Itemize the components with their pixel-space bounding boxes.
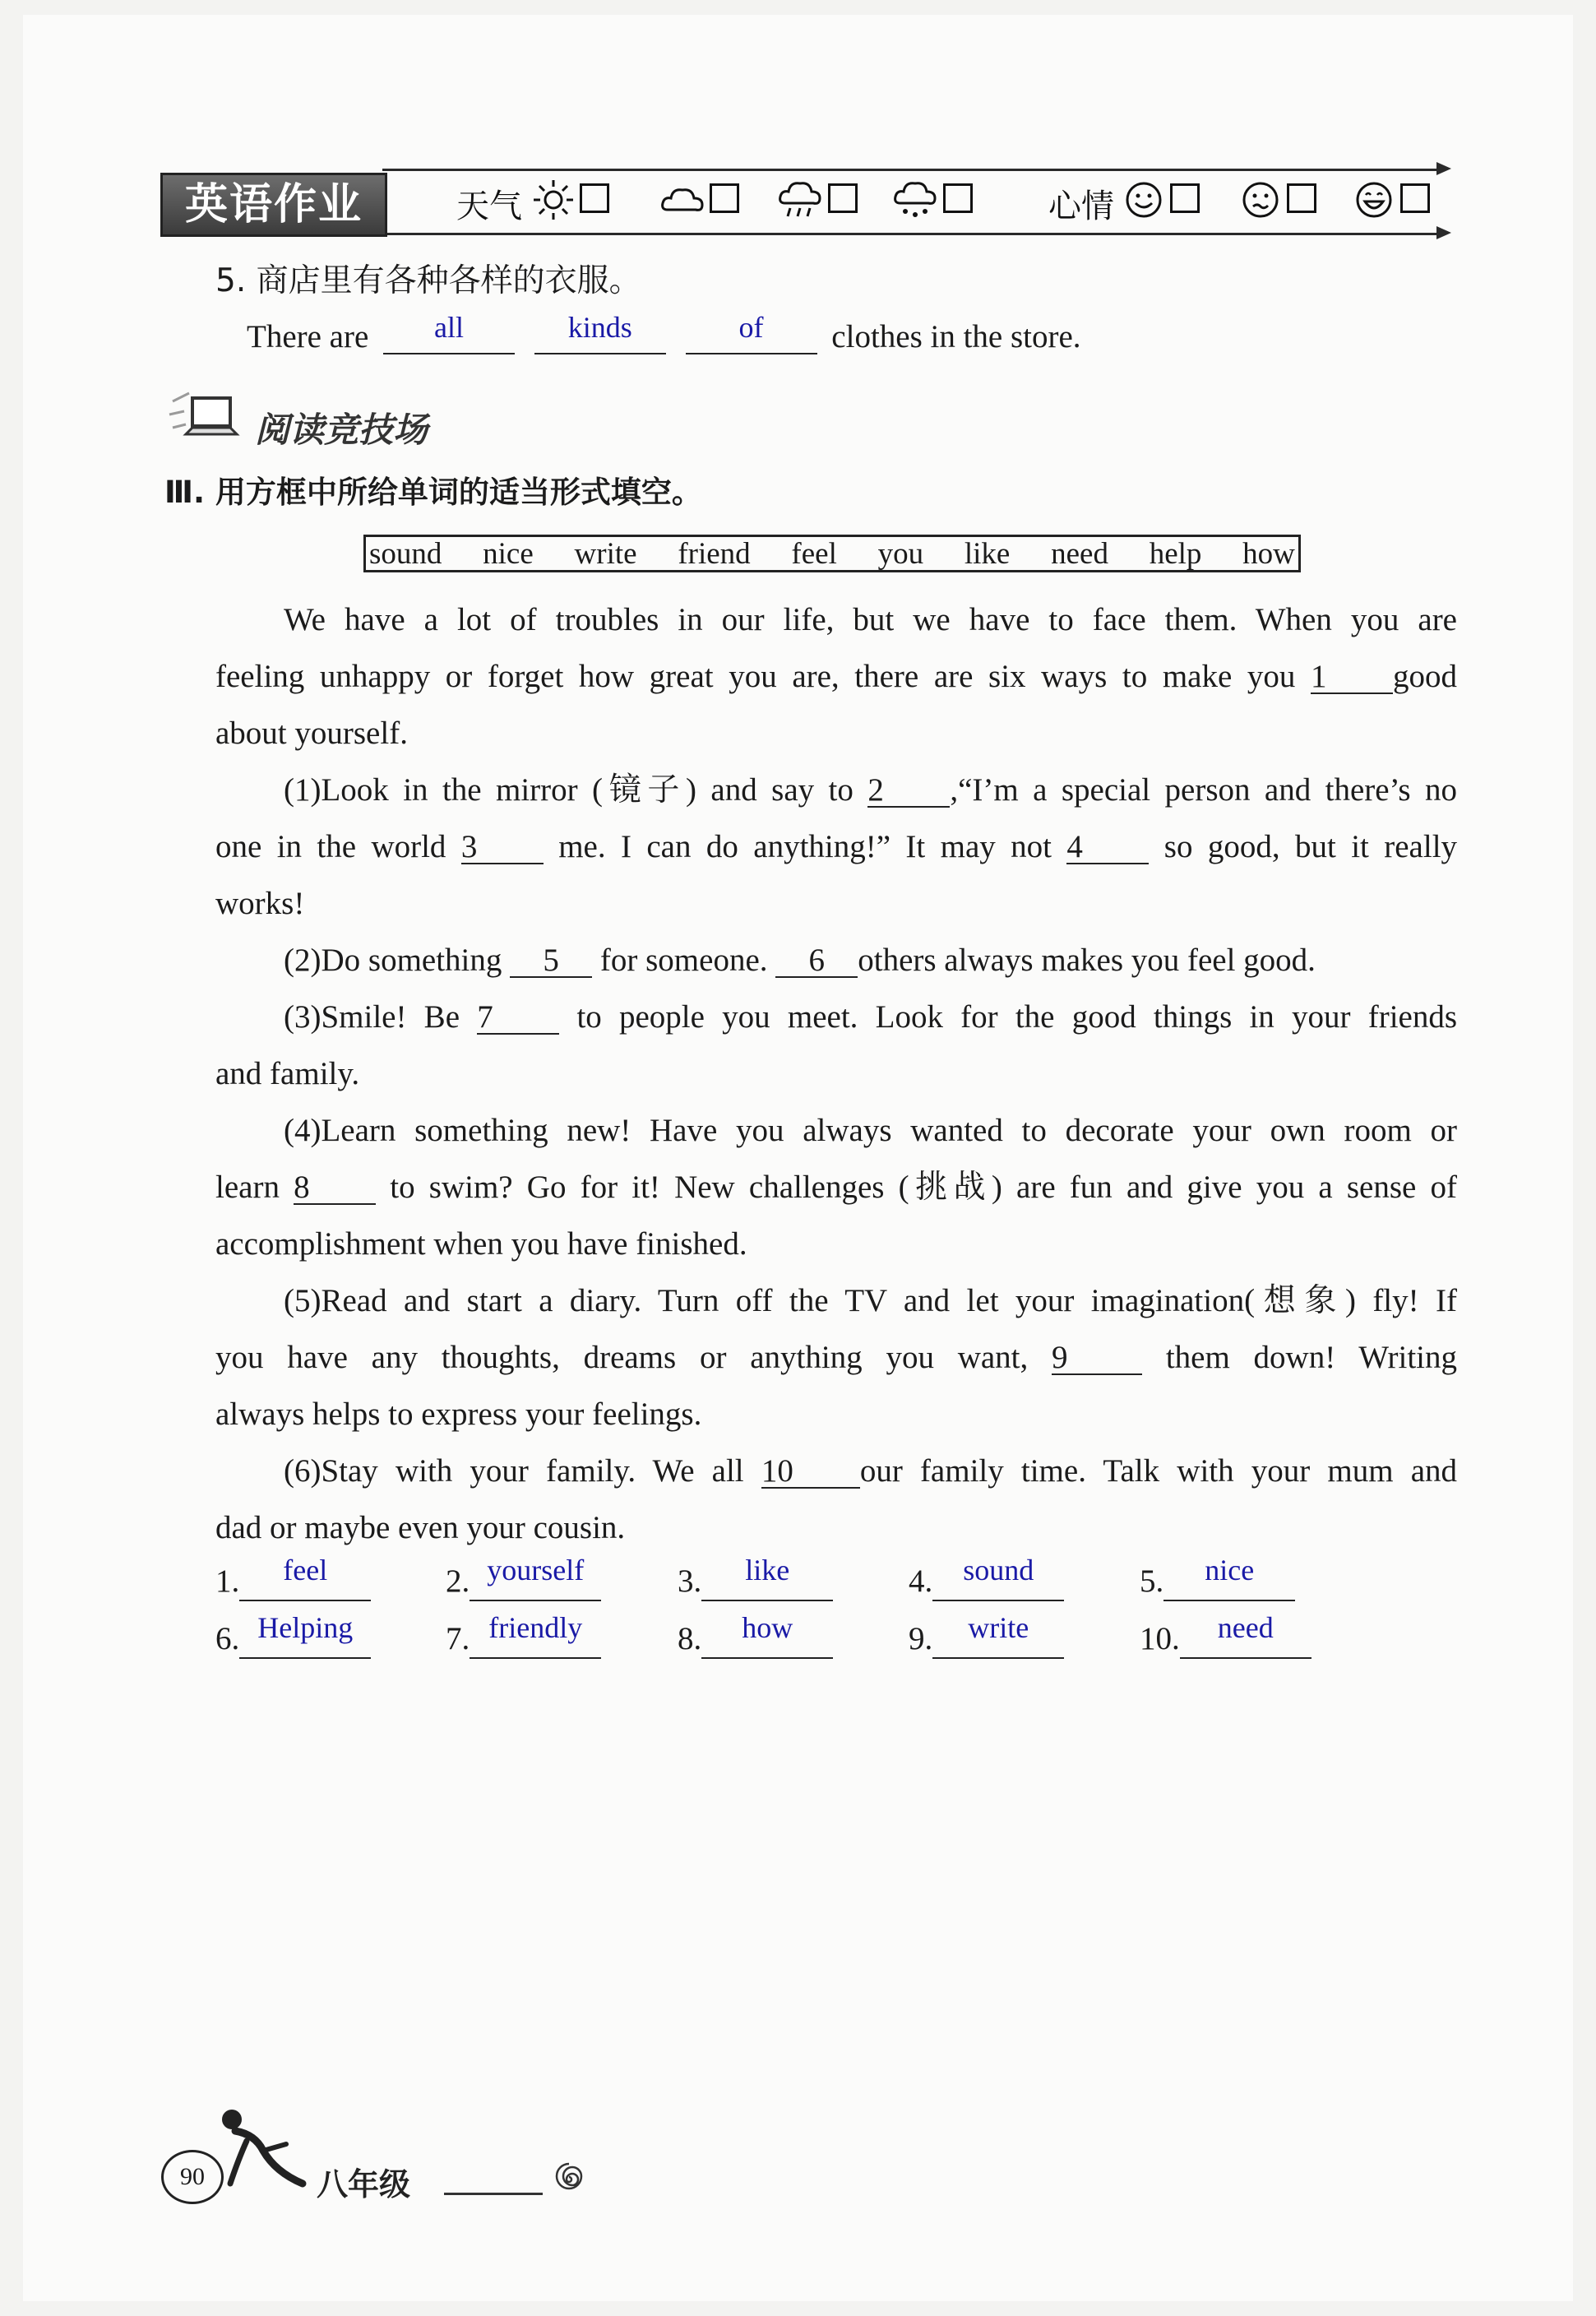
passage-text: (2)Do something	[284, 943, 502, 978]
part3-instruction: Ⅲ. 用方框中所给单词的适当形式填空。	[164, 475, 702, 510]
word-bank-item: help	[1149, 536, 1202, 571]
q5-after: clothes in the store.	[831, 319, 1081, 354]
section-title: 阅读竞技场	[255, 410, 428, 450]
answer-number: 4.	[909, 1563, 933, 1599]
word-bank-item: sound	[369, 536, 442, 571]
weather-snow-checkbox[interactable]	[943, 183, 973, 213]
passage-text: so good, but it really	[1163, 829, 1458, 864]
header-top-rule	[382, 169, 1439, 171]
passage-line	[215, 1171, 1457, 1205]
passage-text: to swim? Go for it! New challenges (挑战) are fun and give you a sense of	[390, 1170, 1458, 1205]
word-bank	[363, 535, 1301, 572]
passage-line	[284, 1455, 1457, 1489]
blank-10[interactable]: 10	[761, 1455, 860, 1489]
answer-value: Helping	[257, 1611, 354, 1644]
page-header	[160, 160, 1451, 243]
header-arrow	[1436, 162, 1451, 175]
blank-5[interactable]: 5	[510, 944, 592, 978]
passage-line: works!	[215, 886, 305, 921]
weather-cloud-checkbox[interactable]	[710, 183, 739, 213]
passage-line: and family.	[215, 1056, 360, 1091]
q5-sentence	[247, 311, 1081, 354]
answer-item[interactable]	[446, 1611, 601, 1659]
passage-line	[284, 944, 1316, 978]
answer-value: need	[1217, 1611, 1274, 1644]
answer-number: 1.	[215, 1563, 240, 1599]
passage-text: our family time. Talk with your mum and	[859, 1453, 1458, 1489]
answer-item[interactable]	[678, 1554, 833, 1601]
passage-line: always helps to express your feelings.	[215, 1397, 702, 1432]
passage-line: We have a lot of troubles in our life, but we have to face them. When you are	[284, 602, 1457, 637]
answer-number: 2.	[446, 1563, 470, 1599]
q5-blank[interactable]	[383, 311, 515, 354]
snow-cloud-icon	[891, 177, 940, 223]
passage-line: dad or maybe even your cousin.	[215, 1510, 626, 1545]
passage-text: feeling unhappy or forget how great you are, there are six ways to make you	[215, 659, 1296, 694]
passage-line	[284, 1001, 1457, 1035]
word-bank-item: how	[1242, 536, 1295, 571]
passage-line	[215, 831, 1457, 864]
spiral-icon	[549, 2160, 589, 2199]
smile-face-icon	[1121, 177, 1170, 223]
word-bank-item: need	[1051, 536, 1108, 571]
passage-line: about yourself.	[215, 716, 408, 751]
passage-text: (3)Smile! Be	[284, 999, 460, 1035]
passage-text: them down! Writing	[1165, 1340, 1458, 1375]
answer-value: yourself	[487, 1554, 585, 1586]
q5-before: There are	[247, 319, 369, 354]
q5-blank[interactable]	[686, 311, 817, 354]
mood-label: 心情	[1048, 188, 1114, 225]
neutral-face-icon	[1237, 177, 1287, 223]
q5-prompt: 5. 商店里有各种各样的衣服。	[215, 262, 641, 299]
answer-value: write	[968, 1611, 1029, 1644]
answer-value: feel	[283, 1554, 328, 1586]
blank-1[interactable]: 1	[1311, 660, 1393, 694]
q5-answer: kinds	[567, 311, 632, 344]
answer-item[interactable]	[1140, 1611, 1311, 1659]
passage-line	[215, 1341, 1457, 1375]
blank-3[interactable]: 3	[461, 831, 544, 864]
footer-rule	[444, 2193, 543, 2195]
answer-item[interactable]	[909, 1611, 1064, 1659]
answer-number: 7.	[446, 1621, 470, 1656]
mood-neutral-checkbox[interactable]	[1287, 183, 1316, 213]
answer-value: nice	[1205, 1554, 1255, 1586]
passage-line: (4)Learn something new! Have you always wanted to decorate your own room or	[284, 1113, 1457, 1148]
answer-item[interactable]	[678, 1611, 833, 1659]
blank-9[interactable]: 9	[1052, 1341, 1142, 1375]
laugh-face-icon	[1351, 177, 1400, 223]
passage-text: you have any thoughts, dreams or anything you want,	[215, 1340, 1029, 1375]
answer-value: sound	[963, 1554, 1034, 1586]
q5-answer: all	[434, 311, 465, 344]
blank-8[interactable]: 8	[294, 1171, 376, 1205]
word-bank-item: like	[964, 536, 1011, 571]
weather-label: 天气	[456, 188, 522, 225]
answer-item[interactable]	[215, 1554, 371, 1601]
answer-item[interactable]	[215, 1611, 371, 1659]
answer-number: 10.	[1140, 1621, 1180, 1656]
word-bank-item: write	[574, 536, 637, 571]
answer-number: 5.	[1140, 1563, 1164, 1599]
passage-text: (6)Stay with your family. We all	[284, 1453, 744, 1489]
passage-text: ,“I’m a special person and there’s no	[950, 772, 1458, 808]
passage-line	[215, 660, 1457, 694]
mood-smile-checkbox[interactable]	[1170, 183, 1200, 213]
weather-sun-checkbox[interactable]	[580, 183, 609, 213]
passage-text: one in the world	[215, 829, 446, 864]
passage-text: to people you meet. Look for the good things in your friends	[576, 999, 1458, 1035]
answer-value: like	[745, 1554, 790, 1586]
answer-item[interactable]	[909, 1554, 1064, 1601]
answer-item[interactable]	[446, 1554, 601, 1601]
mood-laugh-checkbox[interactable]	[1400, 183, 1430, 213]
word-bank-item: nice	[483, 536, 534, 571]
word-bank-item: feel	[791, 536, 837, 571]
blank-4[interactable]: 4	[1066, 831, 1149, 864]
page-number: 90	[161, 2150, 224, 2204]
passage-line	[284, 774, 1457, 808]
subject-title: 英语作业	[160, 173, 387, 237]
answer-number: 8.	[678, 1621, 702, 1656]
sun-icon	[529, 177, 578, 223]
blank-7[interactable]: 7	[477, 1001, 559, 1035]
answer-number: 3.	[678, 1563, 702, 1599]
rain-cloud-icon	[775, 177, 825, 223]
passage-text: others always makes you feel good.	[858, 943, 1316, 978]
header-bottom-rule	[382, 233, 1439, 235]
answer-value: how	[742, 1611, 793, 1644]
answer-number: 6.	[215, 1621, 240, 1656]
passage-text: good	[1393, 659, 1458, 694]
weather-rain-checkbox[interactable]	[828, 183, 858, 213]
laptop-icon	[164, 385, 247, 451]
passage-text: for someone.	[599, 943, 768, 978]
answer-number: 9.	[909, 1621, 933, 1656]
header-arrow	[1436, 226, 1451, 239]
answer-item[interactable]	[1140, 1554, 1295, 1601]
passage-text: learn	[215, 1170, 280, 1205]
q5-answer: of	[738, 311, 764, 344]
answer-value: friendly	[488, 1611, 583, 1644]
word-bank-item: you	[877, 536, 924, 571]
blank-2[interactable]: 2	[867, 774, 950, 808]
passage-line: (5)Read and start a diary. Turn off the TV and let your imagination(想象) fly! If	[284, 1283, 1457, 1318]
blank-6[interactable]: 6	[775, 944, 858, 978]
worksheet-page	[23, 15, 1573, 2301]
passage-text: (1)Look in the mirror (镜子) and say to	[284, 772, 854, 808]
word-bank-item: friend	[678, 536, 751, 571]
q5-blank[interactable]	[534, 311, 666, 354]
passage-line: accomplishment when you have finished.	[215, 1226, 747, 1262]
grade-label: 八年级	[317, 2166, 411, 2203]
runner-icon	[206, 2101, 312, 2200]
passage-text: me. I can do anything!” It may not	[558, 829, 1052, 864]
cloud-icon	[658, 177, 707, 223]
